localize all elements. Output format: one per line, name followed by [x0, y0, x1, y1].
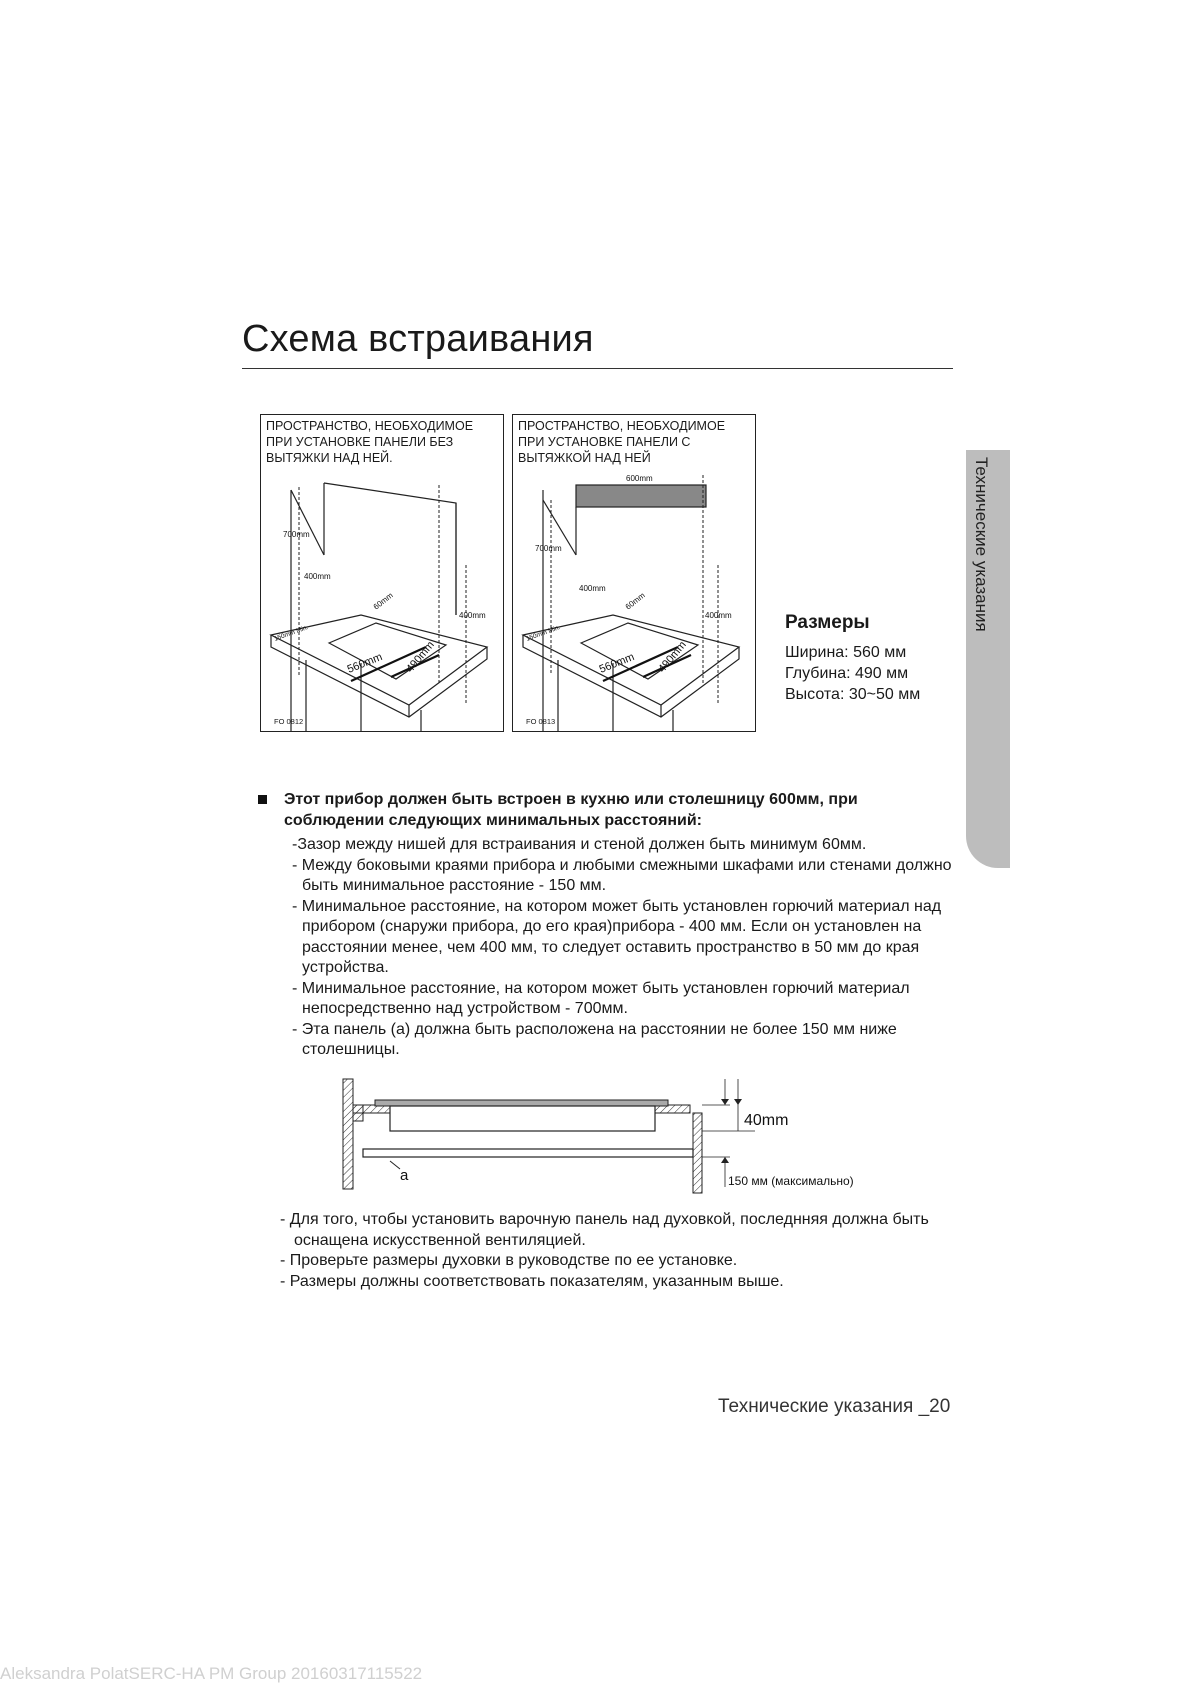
- label-700mm: 700mm: [283, 530, 310, 539]
- note-item: - Проверьте размеры духовки в руководстве по ее установке.: [280, 1252, 738, 1269]
- label-700mm: 700mm: [535, 544, 562, 553]
- diagram-code: FO 0812: [274, 717, 304, 726]
- dimension-width: Ширина: 560 мм: [785, 644, 907, 661]
- cross-section-diagram: [330, 1075, 910, 1205]
- dimension-height: Высота: 30~50 мм: [785, 686, 921, 703]
- label-490mm: 490mm: [656, 639, 689, 675]
- title-divider: [242, 368, 953, 369]
- label-60mm: 60mm: [623, 590, 647, 612]
- label-side-400mm: 400mm: [459, 611, 486, 620]
- note-item: - Для того, чтобы установить варочную панель над духовкой, последнняя должна быть оснащена искусственной вентиляцией.: [280, 1211, 929, 1249]
- label-60mm: 60mm: [371, 590, 395, 612]
- requirement-item: - Минимальное расстояние, на котором может быть установлен горючий материал непосредственно над устройством - 700мм.: [292, 979, 910, 1017]
- diagram-with-hood: [512, 414, 756, 732]
- label-560mm: 560mm: [597, 650, 637, 676]
- diagram-code: FO 0813: [526, 717, 556, 726]
- label-150mm-max: 150 мм (максимально): [728, 1174, 854, 1188]
- label-side-400mm: 400mm: [705, 611, 732, 620]
- diagram-caption: ПРОСТРАНСТВО, НЕОБХОДИМОЕ ПРИ УСТАНОВКЕ ПАНЕЛИ БЕЗ ВЫТЯЖКИ НАД НЕЙ.: [266, 419, 474, 465]
- label-400mm: 400mm: [304, 572, 331, 581]
- diagram-caption: ПРОСТРАНСТВО, НЕОБХОДИМОЕ ПРИ УСТАНОВКЕ ПАНЕЛИ С ВЫТЯЖКОЙ НАД НЕЙ: [518, 419, 726, 465]
- label-150mm-min: 150mm Min.: [525, 624, 562, 643]
- dimensions-heading: Размеры: [785, 612, 870, 633]
- requirement-item: - Эта панель (a) должна быть расположена на расстоянии не более 150 мм ниже столешницы.: [292, 1020, 897, 1058]
- requirements-heading: [258, 790, 958, 831]
- label-panel-a: a: [400, 1167, 409, 1184]
- page-title: Схема встраивания: [242, 318, 594, 360]
- requirement-item: - Минимальное расстояние, на котором может быть установлен горючий материал над прибором (снаружи прибора, до его края)прибора - 400 мм. Если он установлен на расстоянии менее, чем 400 мм, то следует оставить пространство в 50 мм до края устройства.: [292, 897, 942, 976]
- requirement-item: -Зазор между нишей для встраивания и стеной должен быть минимум 60мм.: [292, 836, 867, 853]
- label-400mm: 400mm: [579, 584, 606, 593]
- label-40mm: 40mm: [744, 1112, 789, 1129]
- page-footer: Технические указания _20: [718, 1396, 951, 1417]
- diagram-without-hood: [260, 414, 504, 732]
- section-side-tab: [966, 450, 1010, 868]
- watermark: Aleksandra PolatSERC-HA PM Group 20160317115522: [0, 1664, 423, 1683]
- side-tab-label: Технические указания: [972, 457, 991, 632]
- label-560mm: 560mm: [345, 650, 385, 676]
- requirements-section: [258, 790, 958, 1061]
- note-item: - Размеры должны соответствовать показателям, указанным выше.: [280, 1272, 784, 1290]
- label-600mm: 600mm: [626, 474, 653, 483]
- dimensions-block: [785, 612, 920, 705]
- label-490mm: 490mm: [404, 639, 437, 675]
- square-bullet-icon: [258, 795, 267, 804]
- label-150mm-min: 150mm Min.: [273, 624, 310, 643]
- oven-notes: [280, 1210, 980, 1292]
- requirements-heading-text: Этот прибор должен быть встроен в кухню или столешницу 600мм, при соблюдении следующих минимальных расстояний:: [284, 791, 858, 829]
- dimension-depth: Глубина: 490 мм: [785, 665, 909, 682]
- requirement-item: - Между боковыми краями прибора и любыми смежными шкафами или стенами должно быть минимальное расстояние - 150 мм.: [292, 856, 952, 894]
